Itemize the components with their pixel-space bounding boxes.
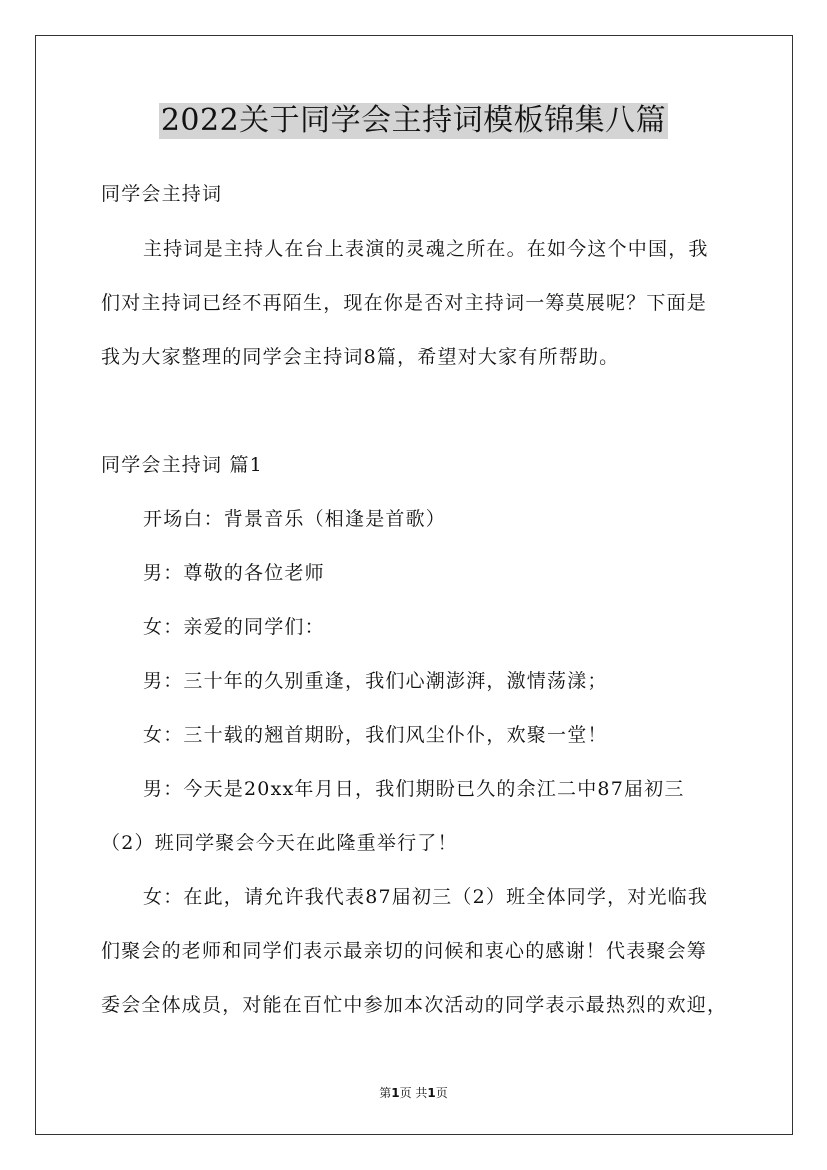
body-line: 女：亲爱的同学们： <box>143 616 325 638</box>
body-line: 女：三十载的翘首期盼，我们风尘仆仆，欢聚一堂！ <box>143 724 608 746</box>
footer-page-number: 1 <box>391 1086 400 1100</box>
footer-text: 页 <box>435 1086 448 1100</box>
footer-text: 第 <box>379 1086 392 1100</box>
page-footer <box>0 1085 827 1101</box>
footer-page-total: 1 <box>427 1086 436 1100</box>
intro-paragraph-line: 主持词是主持人在台上表演的灵魂之所在。在如今这个中国，我 <box>143 238 709 260</box>
body-line: 开场白：背景音乐（相逢是首歌） <box>143 508 447 530</box>
body-line: 男：今天是20xx年月日，我们期盼已久的余江二中87届初三 <box>143 778 685 800</box>
body-line: 们聚会的老师和同学们表示最亲切的问候和衷心的感谢！代表聚会筹 <box>101 940 708 962</box>
body-line: 男：三十年的久别重逢，我们心潮澎湃，激情荡漾； <box>143 670 608 692</box>
intro-paragraph-line: 们对主持词已经不再陌生，现在你是否对主持词一筹莫展呢？下面是 <box>101 292 708 314</box>
body-line: 男：尊敬的各位老师 <box>143 562 325 584</box>
body-line: （2）班同学聚会今天在此隆重举行了！ <box>101 832 458 854</box>
title-container <box>0 103 827 139</box>
section-heading: 同学会主持词 篇1 <box>101 454 263 476</box>
footer-text: 页 共 <box>399 1086 428 1100</box>
body-line: 女：在此，请允许我代表87届初三（2）班全体同学，对光临我 <box>143 886 709 908</box>
intro-paragraph-line: 我为大家整理的同学会主持词8篇，希望对大家有所帮助。 <box>101 346 620 368</box>
document-title: 2022关于同学会主持词模板锦集八篇 <box>160 103 667 138</box>
section-heading: 同学会主持词 <box>101 183 223 205</box>
body-line: 委会全体成员，对能在百忙中参加本次活动的同学表示最热烈的欢迎， <box>101 994 728 1016</box>
